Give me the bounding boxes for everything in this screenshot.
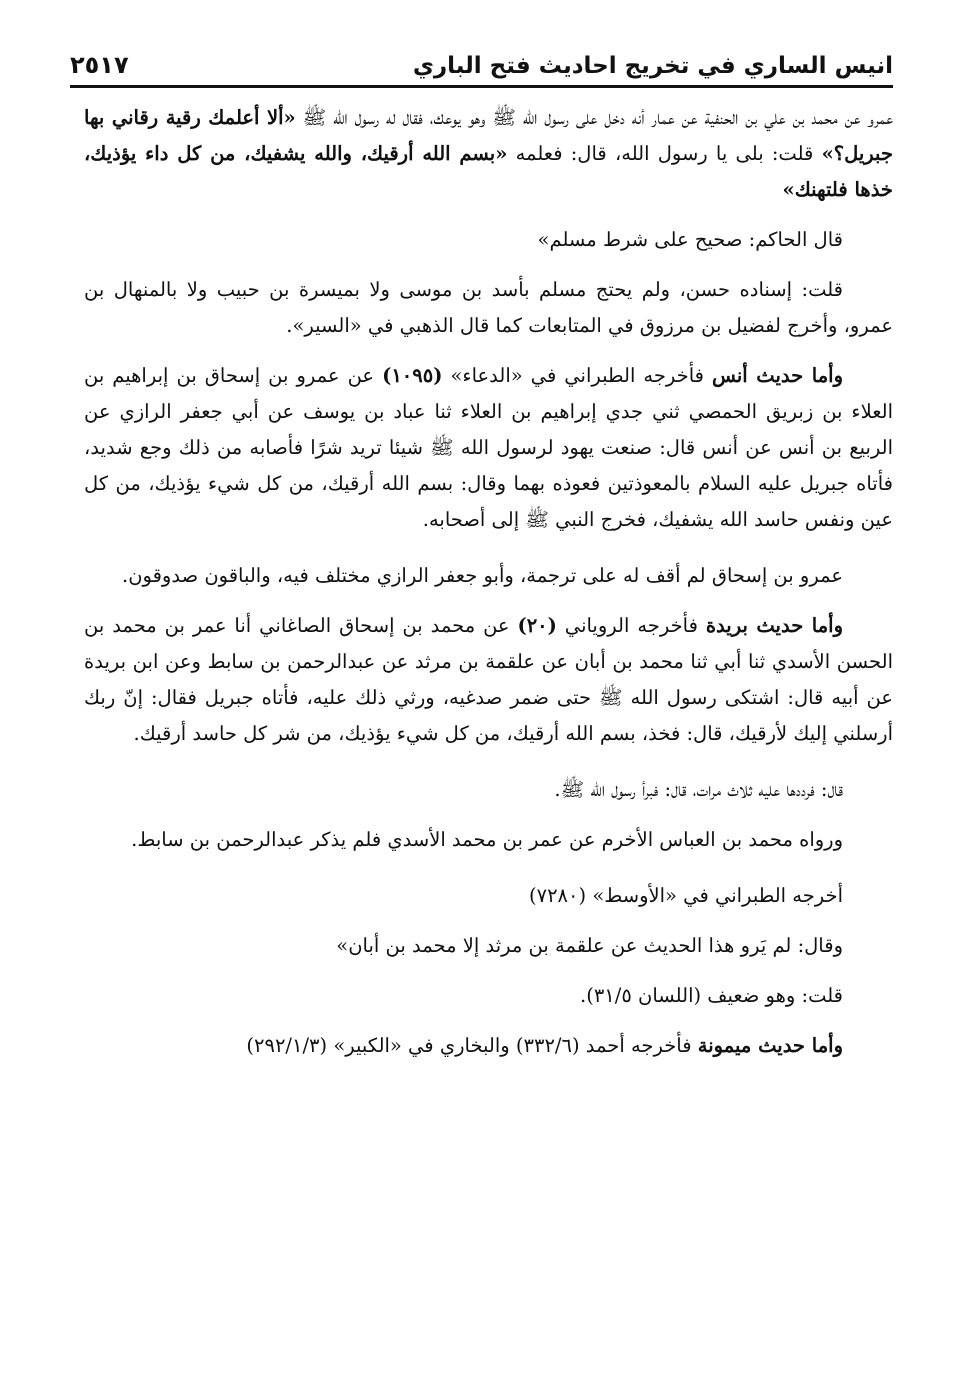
paragraph-p2: [84, 222, 893, 258]
paragraph-p6: [84, 608, 893, 752]
text-segment: ورواه محمد بن العباس الأخرم عن عمر بن محمد الأسدي فلم يذكر عبدالرحمن بن سابط.: [131, 828, 843, 851]
bold-text-segment: وأما حديث أنس: [712, 364, 844, 387]
paragraph-p7: [84, 772, 893, 808]
text-segment: قال الحاكم: صحيح على شرط مسلم»: [537, 228, 843, 251]
text-segment: فأخرجه الروياني: [556, 614, 706, 637]
page-number: ٢٥١٧: [70, 51, 129, 79]
paragraph-p3: [84, 272, 893, 344]
paragraph-p5: [84, 558, 893, 594]
paragraph-p10: [84, 928, 893, 964]
text-segment: عمرو عن محمد بن علي بن الحنفية عن عمار أنه دخل على رسول الله ﷺ وهو يوعك، فقال له رسول الله ﷺ: [295, 106, 893, 129]
paragraph-p12: [84, 1028, 893, 1064]
paragraph-p9: [84, 878, 893, 914]
paragraph-p4: [84, 358, 893, 538]
bold-text-segment: وأما حديث ميمونة: [697, 1034, 843, 1057]
text-segment: قال: فرددها عليه ثلاث مرات، قال: فبرأ رسول الله ﷺ.: [554, 778, 843, 801]
paragraph-p1: [84, 100, 893, 208]
text-segment: عمرو بن إسحاق لم أقف له على ترجمة، وأبو جعفر الرازي مختلف فيه، والباقون صدوقون.: [122, 564, 843, 587]
text-segment: عن محمد بن إسحاق الصاغاني أنا عمر بن محمد بن الحسن الأسدي ثنا أبي ثنا محمد بن أبان عن علقمة بن مرثد عن عبدالرحمن بن سابط وعن ابن بريدة عن أبيه قال: اشتكى رسول الله ﷺ حتى ضمر صدغيه، ورثي ذلك عليه، فأتاه جبريل فقال: إنّ ربك أرسلني إليك لأرقيك، قال: فخذ، بسم الله أرقيك، من كل شيء يؤذيك، من شر كل حاسد أرقيك.: [84, 614, 893, 745]
page-header: [70, 40, 893, 88]
text-segment: قلت: وهو ضعيف (اللسان ٣١/٥).: [580, 984, 843, 1007]
page-body: [84, 100, 893, 1078]
text-segment: قلت: إسناده حسن، ولم يحتج مسلم بأسد بن موسى ولا بميسرة بن حبيب ولا بالمنهال بن عمرو، وأخرج لفضيل بن مرزوق في المتابعات كما قال الذهبي في «السير».: [84, 278, 893, 337]
bold-text-segment: وأما حديث بريدة: [705, 614, 843, 637]
paragraph-p11: [84, 978, 893, 1014]
text-segment: عن عمرو بن إسحاق بن إبراهيم بن العلاء بن زبريق الحمصي ثني جدي إبراهيم بن العلاء ثنا عباد بن يوسف عن أبي جعفر الرازي عن الربيع بن أنس عن أنس قال: صنعت يهود لرسول الله ﷺ شيئا تريد شرًا فأصابه من ذلك وجع شديد، فأتاه جبريل عليه السلام بالمعوذتين فعوذه بهما وقال: بسم الله أرقيك، من كل شيء يؤذيك، من كل عين ونفس حاسد الله يشفيك، فخرج النبي ﷺ إلى أصحابه.: [84, 364, 893, 531]
text-segment: فأخرجه أحمد (٣٣٢/٦) والبخاري في «الكبير» (٢٩٢/١/٣): [246, 1034, 698, 1057]
text-segment: قلت: بلى يا رسول الله، قال: فعلمه: [507, 142, 822, 165]
paragraph-p8: [84, 822, 893, 858]
book-title: انيس الساري في تخريج احاديث فتح الباري: [412, 53, 893, 79]
bold-text-segment: «ألا أعلمك رقية رقاني بها جبريل؟»: [84, 106, 893, 165]
bold-text-segment: «بسم الله أرقيك، والله يشفيك، من كل داء يؤذيك، خذها فلتهنك»: [84, 142, 893, 201]
bold-text-segment: (٢٠): [517, 614, 557, 637]
bold-text-segment: (١٠٩٥): [382, 364, 443, 387]
text-segment: وقال: لم يَرو هذا الحديث عن علقمة بن مرثد إلا محمد بن أبان»: [336, 934, 843, 957]
text-segment: أخرجه الطبراني في «الأوسط» (٧٢٨٠): [529, 884, 843, 907]
text-segment: فأخرجه الطبراني في «الدعاء»: [442, 364, 712, 387]
